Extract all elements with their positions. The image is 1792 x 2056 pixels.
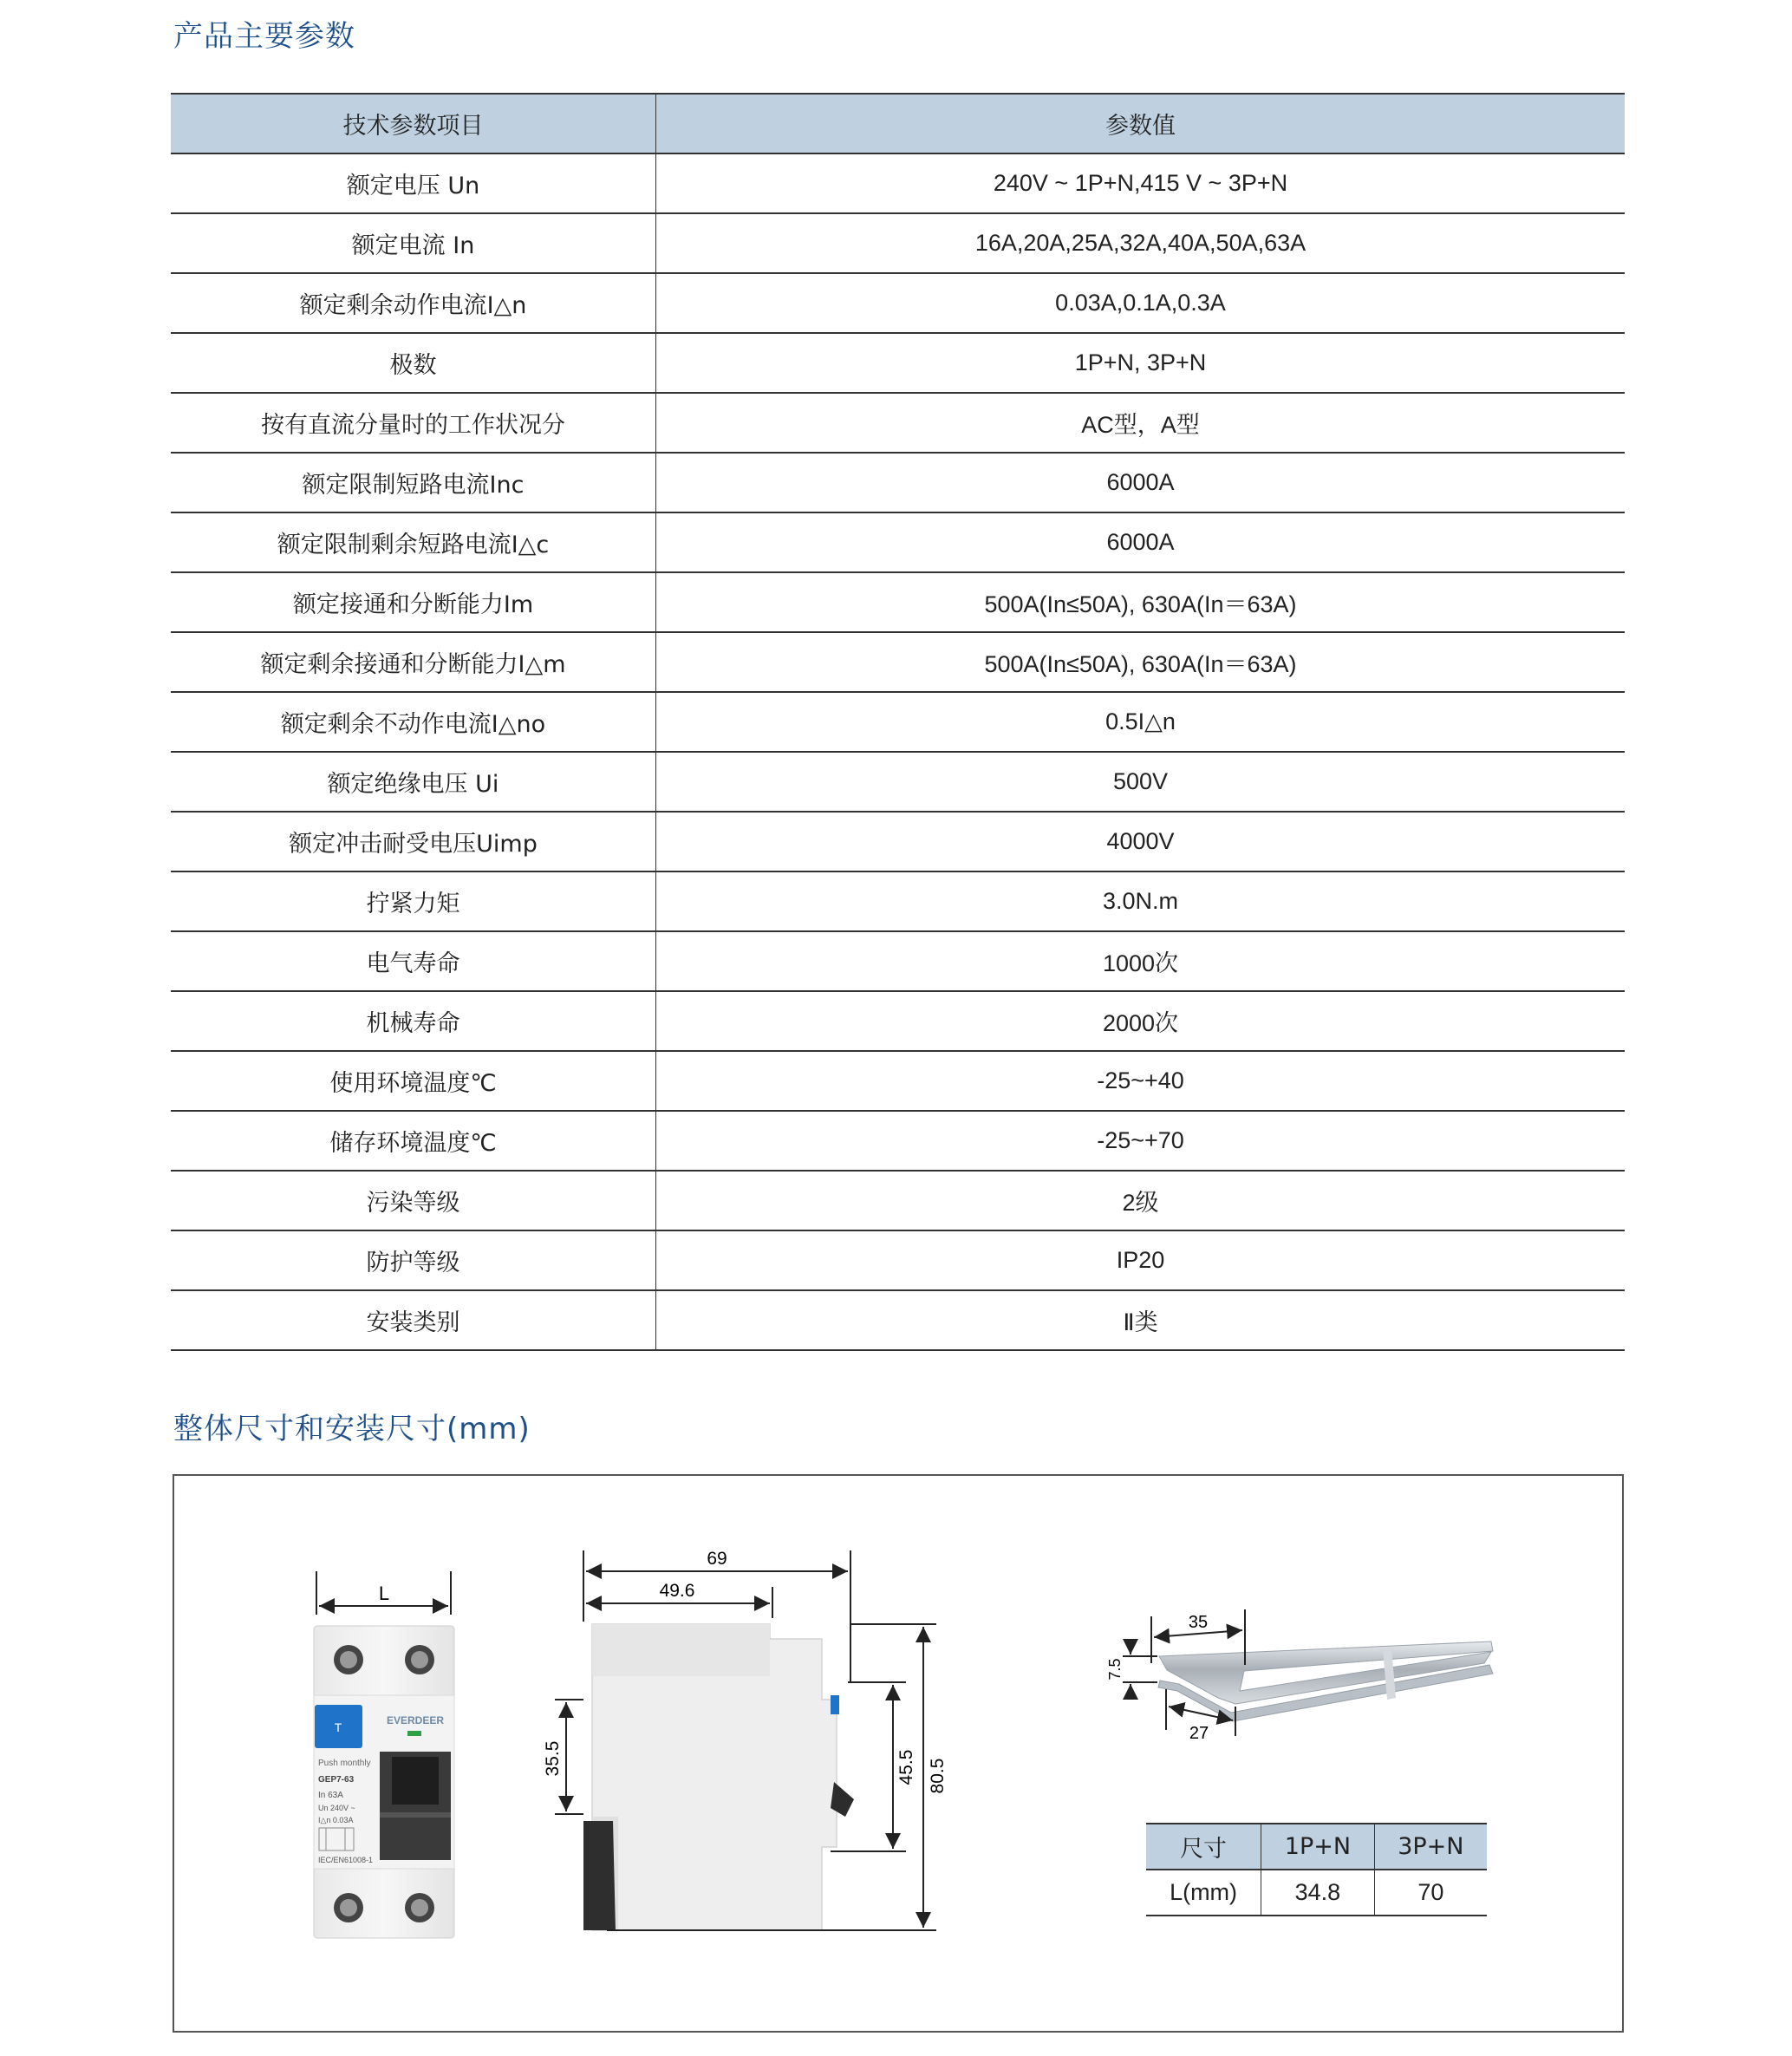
section-title-dimensions: 整体尺寸和安装尺寸(mm)	[173, 1412, 531, 1446]
rating-idn-text: I△n 0.03A	[318, 1816, 354, 1824]
table-row	[1146, 1870, 1487, 1916]
header-value: 参数值	[656, 94, 1626, 153]
param-name: 安装类别	[171, 1290, 656, 1350]
param-name: 额定绝缘电压 Ui	[171, 752, 656, 812]
brand-logo: EVERDEER	[387, 1714, 445, 1726]
param-name: 额定接通和分断能力Im	[171, 572, 656, 632]
param-name: 防护等级	[171, 1230, 656, 1290]
param-name: 按有直流分量时的工作状况分	[171, 393, 656, 453]
param-value: 0.03A,0.1A,0.3A	[656, 273, 1626, 333]
dim-7-5-label: 7.5	[1106, 1658, 1124, 1681]
param-name: 额定剩余动作电流I△n	[171, 273, 656, 333]
param-value: 3.0N.m	[656, 871, 1626, 931]
rating-in-text: In 63A	[318, 1791, 343, 1800]
param-name: 额定剩余不动作电流I△no	[171, 692, 656, 752]
param-value: -25~+40	[656, 1051, 1626, 1111]
param-name: 额定电流 In	[171, 213, 656, 273]
param-value: 1000次	[656, 931, 1626, 991]
dim-27-label: 27	[1189, 1724, 1209, 1743]
param-value: AC型，A型	[656, 393, 1626, 453]
size-header-3pn: 3P+N	[1374, 1824, 1487, 1870]
param-name: 污染等级	[171, 1171, 656, 1230]
dim-35-5-label: 35.5	[543, 1740, 563, 1777]
size-table-header-row	[1146, 1824, 1487, 1870]
front-view	[314, 1571, 454, 1938]
size-row-label: L(mm)	[1146, 1870, 1261, 1916]
param-name: 使用环境温度℃	[171, 1051, 656, 1111]
section-title-params: 产品主要参数	[173, 19, 355, 54]
param-value: 0.5I△n	[656, 692, 1626, 752]
param-name: 储存环境温度℃	[171, 1111, 656, 1171]
param-value: 6000A	[656, 453, 1626, 512]
param-name: 额定冲击耐受电压Uimp	[171, 812, 656, 871]
param-value: 2000次	[656, 991, 1626, 1051]
rating-un-text: Un 240V ~	[318, 1804, 355, 1812]
side-view	[543, 1549, 948, 1930]
header-item: 技术参数项目	[171, 94, 656, 153]
din-rail-image	[1159, 1642, 1493, 1704]
test-button-side	[831, 1695, 839, 1714]
param-name: 极数	[171, 333, 656, 393]
param-value: 500A(In≤50A), 630A(In＝63A)	[656, 632, 1626, 692]
din-rail-view	[1106, 1609, 1493, 1743]
param-value: 500V	[656, 752, 1626, 812]
indicator-icon	[407, 1731, 421, 1736]
dim-49-6-label: 49.6	[659, 1581, 695, 1601]
param-name: 电气寿命	[171, 931, 656, 991]
dim-35-label: 35	[1188, 1613, 1209, 1632]
dim-45-5-label: 45.5	[896, 1749, 916, 1785]
param-name: 机械寿命	[171, 991, 656, 1051]
size-header-dimension: 尺寸	[1146, 1824, 1261, 1870]
param-value: 500A(In≤50A), 630A(In＝63A)	[656, 572, 1626, 632]
param-value: IP20	[656, 1230, 1626, 1290]
param-value: Ⅱ类	[656, 1290, 1626, 1350]
dim-80-5-label: 80.5	[928, 1758, 948, 1794]
size-value-1pn: 34.8	[1261, 1870, 1375, 1916]
param-value: 16A,20A,25A,32A,40A,50A,63A	[656, 213, 1626, 273]
svg-text:T: T	[334, 1720, 342, 1734]
param-name: 额定限制短路电流Inc	[171, 453, 656, 512]
param-name: 拧紧力矩	[171, 871, 656, 931]
param-value: 2级	[656, 1171, 1626, 1230]
param-value: 4000V	[656, 812, 1626, 871]
param-value: 1P+N, 3P+N	[656, 333, 1626, 393]
dim-69-label: 69	[707, 1549, 727, 1569]
param-value: 240V ~ 1P+N,415 V ~ 3P+N	[656, 153, 1626, 213]
size-table	[1146, 1823, 1487, 1916]
param-name: 额定电压 Un	[171, 153, 656, 213]
size-header-1pn: 1P+N	[1261, 1824, 1375, 1870]
standard-text: IEC/EN61008-1	[318, 1856, 374, 1864]
push-monthly-text: Push monthly	[318, 1759, 371, 1768]
dim-L-label: L	[378, 1583, 390, 1604]
model-text: GEP7-63	[318, 1775, 355, 1785]
din-clip	[583, 1821, 616, 1930]
param-name: 额定限制剩余短路电流I△c	[171, 512, 656, 572]
param-value: 6000A	[656, 512, 1626, 572]
param-value: -25~+70	[656, 1111, 1626, 1171]
size-value-3pn: 70	[1374, 1870, 1487, 1916]
param-name: 额定剩余接通和分断能力I△m	[171, 632, 656, 692]
